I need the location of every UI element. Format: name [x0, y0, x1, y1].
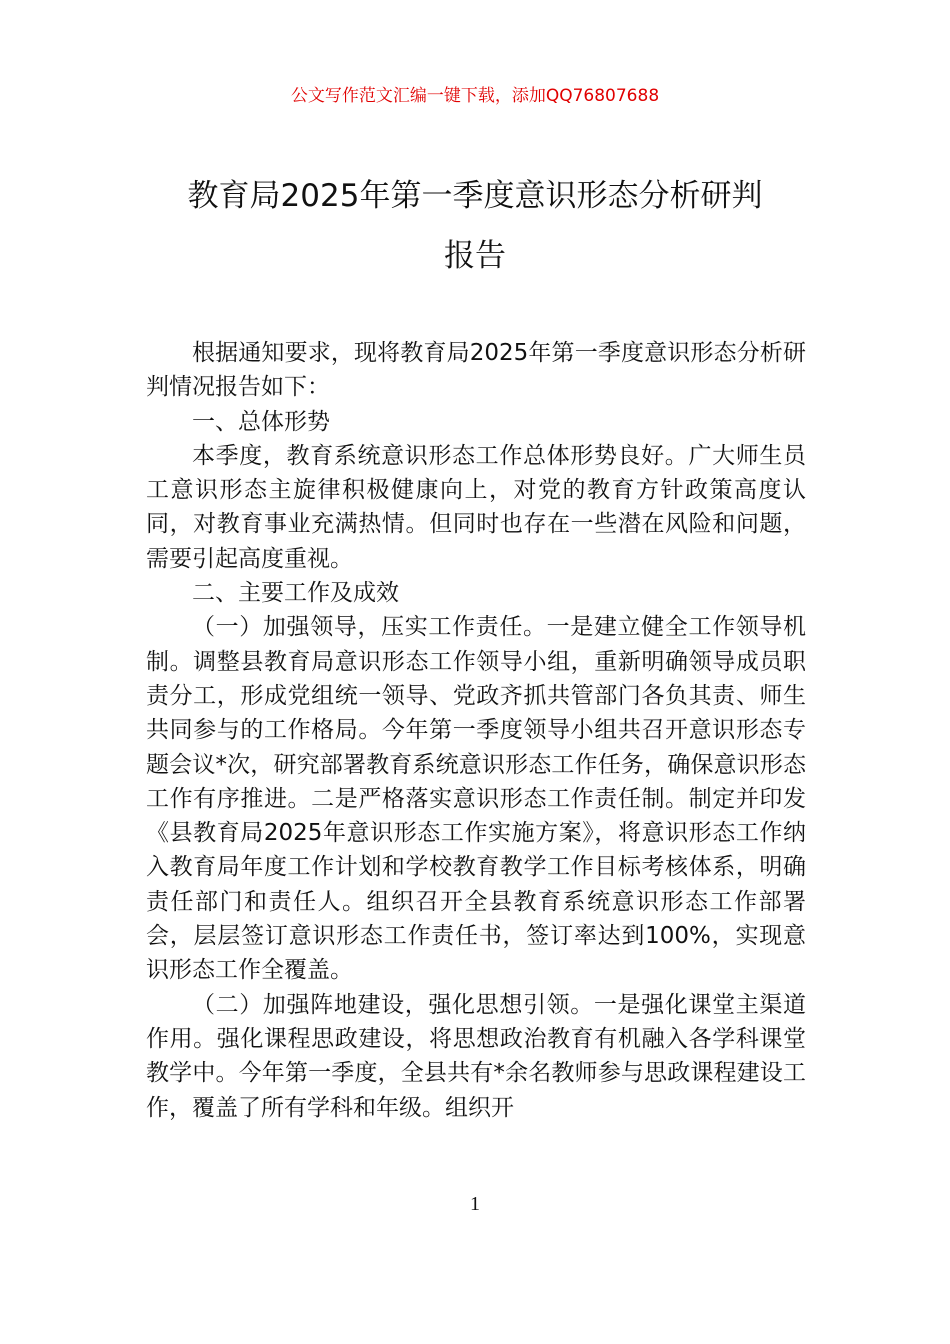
body-paragraph: （二）加强阵地建设，强化思想引领。一是强化课堂主渠道作用。强化课程思政建设，将思想政治教育有机融入各学科课堂教学中。今年第一季度，全县共有*余名教师参与思政课程建设工作，覆盖了所有学科和年级。组织开: [146, 991, 806, 1121]
title-line-2: 报告: [444, 238, 506, 274]
header-note: 公文写作范文汇编一键下载，添加QQ76807688: [290, 86, 660, 106]
page-number: 1: [470, 1193, 480, 1215]
section-heading-2: 二、主要工作及成效: [192, 580, 399, 607]
body-paragraph: （一）加强领导，压实工作责任。一是建立健全工作领导机制。调整县教育局意识形态工作领导小组，重新明确领导成员职责分工，形成党组统一领导、党政齐抓共管部门各负其责、师生共同参与的工作格局。今年第一季度领导小组共召开意识形态专题会议*次，研究部署教育系统意识形态工作任务，确保意识形态工作有序推进。二是严格落实意识形态工作责任制。制定并印发《县教育局2025年意识形态工作实施方案》，将意识形态工作纳入教育局年度工作计划和学校教育教学工作目标考核体系，明确责任部门和责任人。组织召开全县教育系统意识形态工作部署会，层层签订意识形态工作责任书，签订率达到100%，实现意识形态工作全覆盖。: [146, 614, 806, 984]
title-line-1: 教育局2025年第一季度意识形态分析研判: [187, 178, 763, 214]
section-heading-1: 一、总体形势: [192, 408, 330, 435]
body-paragraph: 本季度，教育系统意识形态工作总体形势良好。广大师生员工意识形态主旋律积极健康向上，对党的教育方针政策高度认同，对教育事业充满热情。但同时也存在一些潜在风险和问题，需要引起高度重视。: [146, 442, 806, 572]
document-title: [140, 166, 810, 286]
intro-paragraph: 根据通知要求，现将教育局2025年第一季度意识形态分析研判情况报告如下：: [146, 340, 806, 401]
document-body: [146, 336, 806, 1125]
